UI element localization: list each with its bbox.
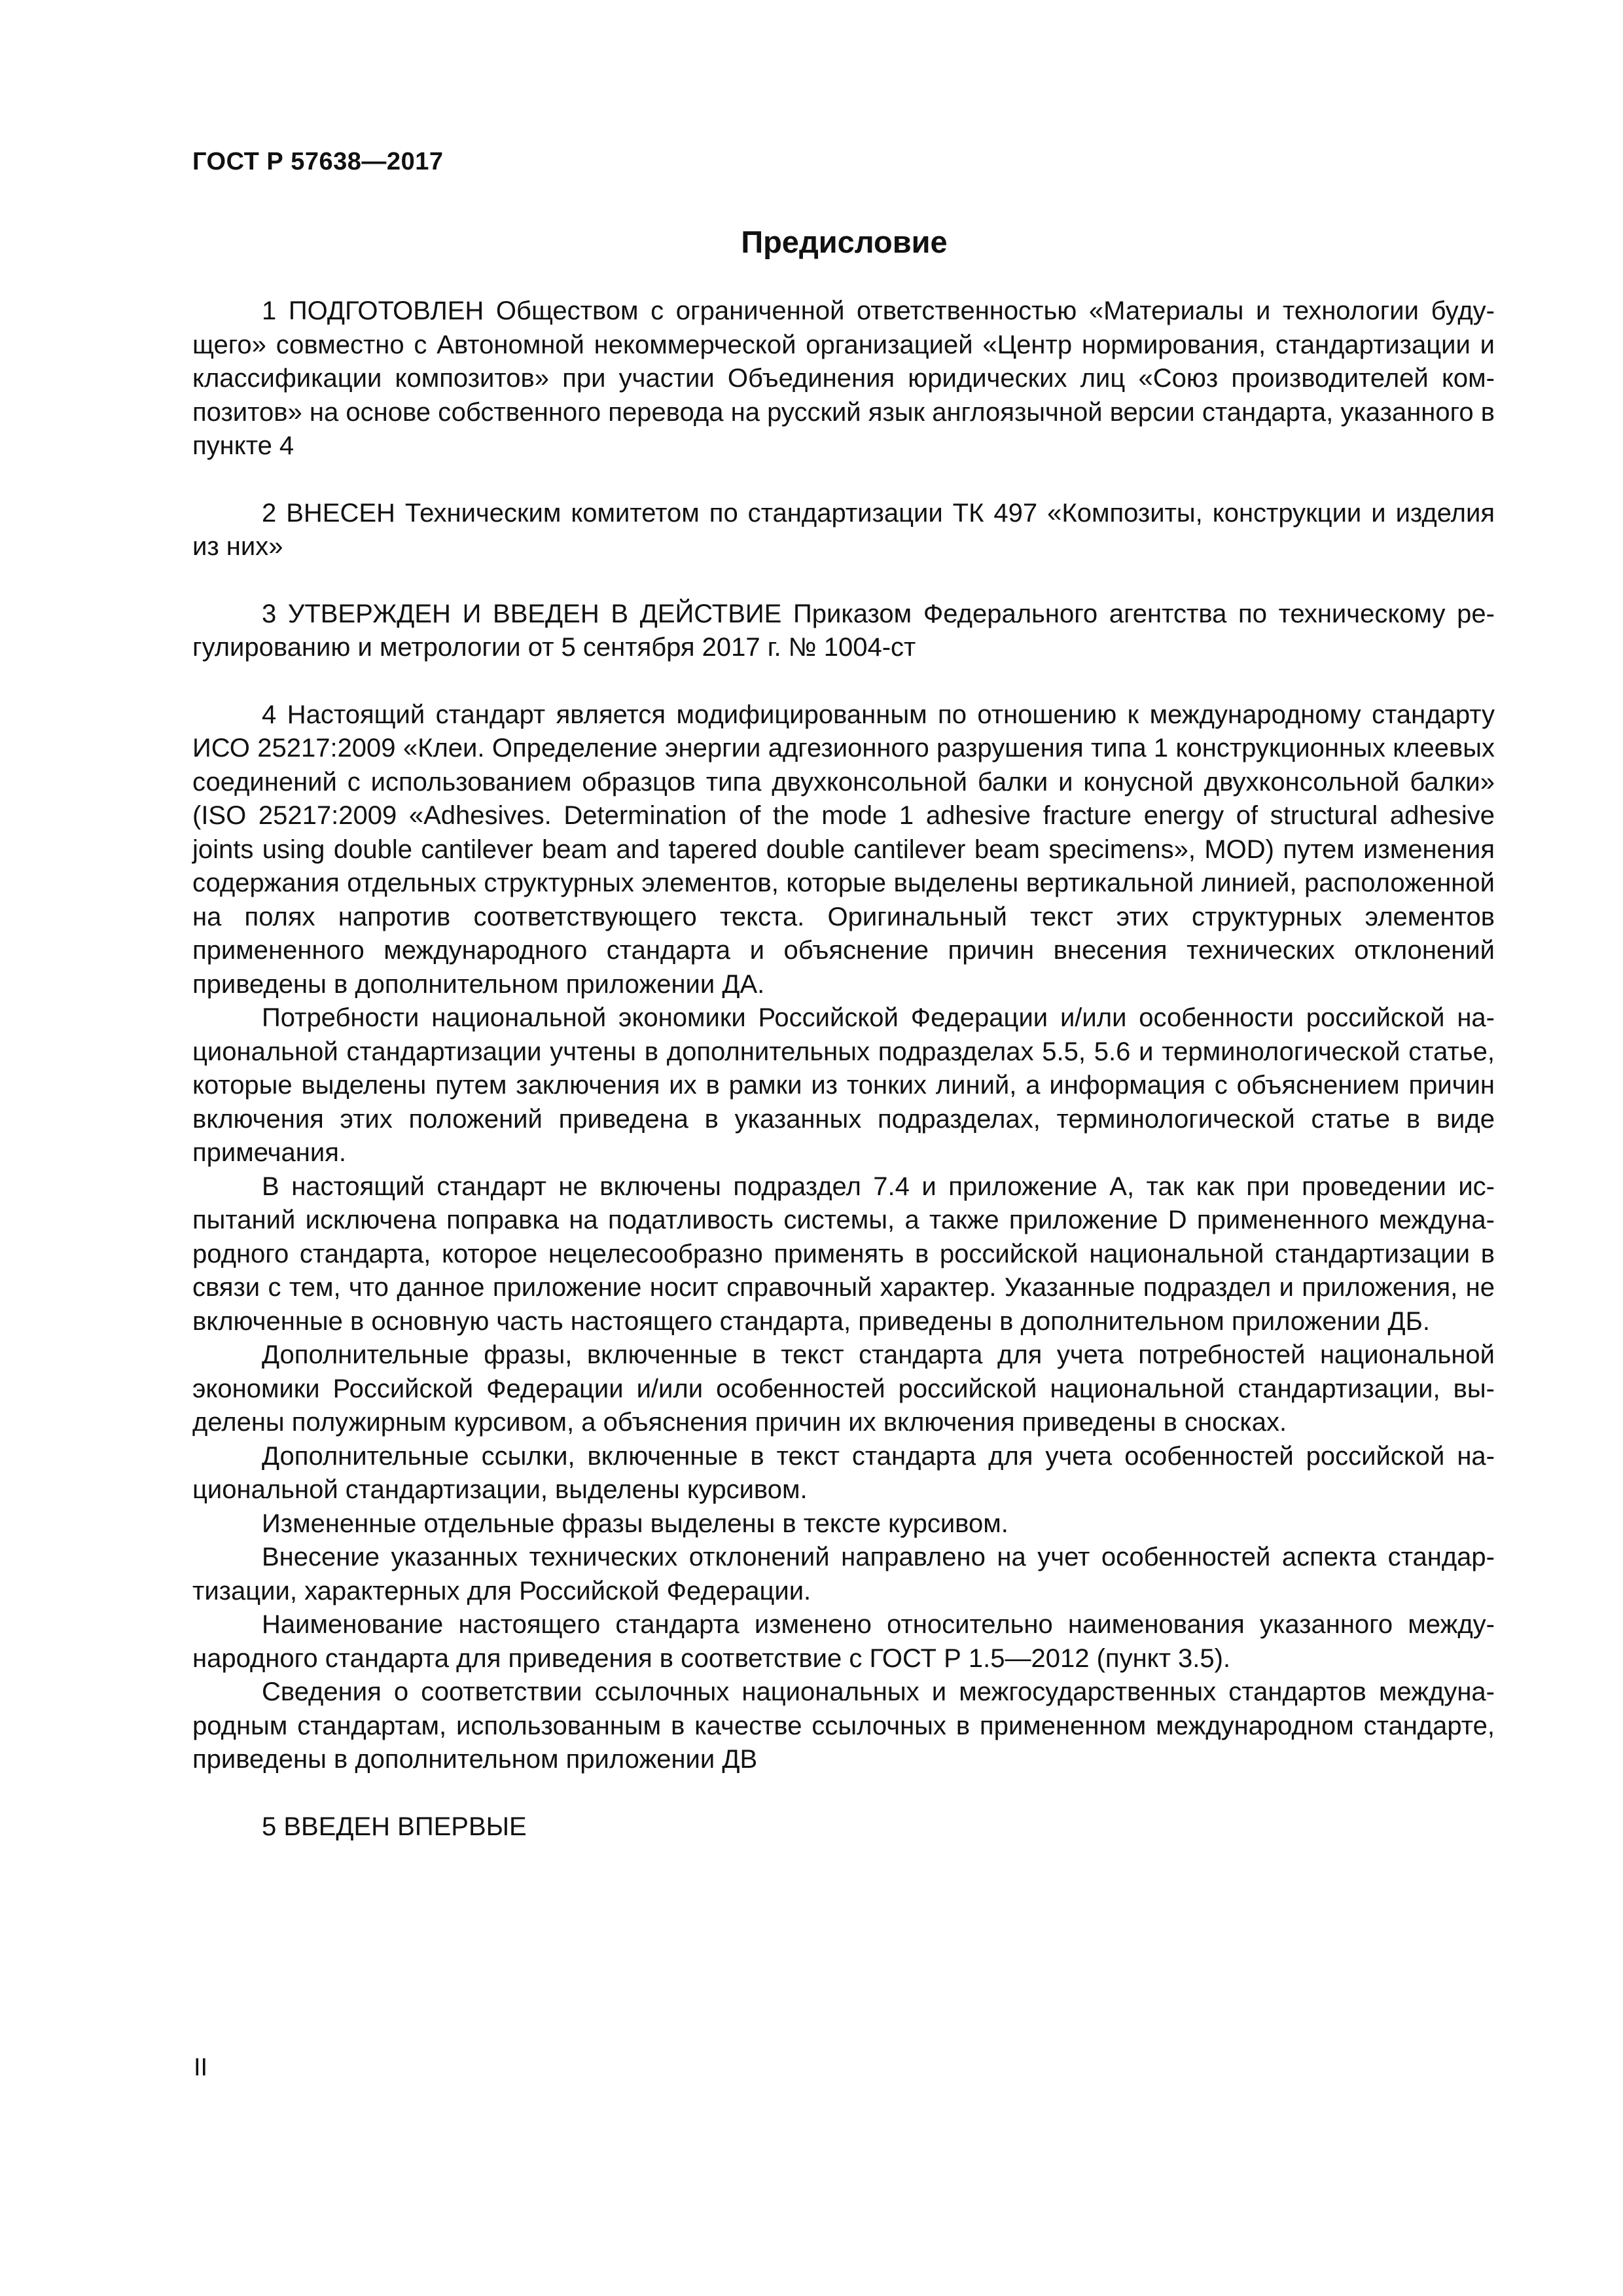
paragraph-title-changed: Наименование настоящего стандарта изменено относительно наименования указанного международного стандарта для приведения в соответствие с ГОСТ Р 1.5—2012 (пункт 3.5). [192, 1610, 1495, 1673]
page-title: Предисловие [741, 224, 948, 259]
paragraph-introduced-first: 5 ВВЕДЕН ВПЕРВЫЕ [262, 1812, 527, 1841]
standard-code: ГОСТ Р 57638—2017 [192, 148, 444, 175]
paragraph-additional-references: Дополнительные ссылки, включенные в текст стандарта для учета особенностей российской национальной стандартизации, выделены курсивом. [192, 1441, 1495, 1504]
paragraph-prepared-by: 1 ПОДГОТОВЛЕН Обществом с ограниченной ответственностью «Материалы и технологии будущего» совместно с Автономной некоммерческой организацией «Центр нормирования, стандартизации и классификации композитов» при участии Объединения юридических лиц «Союз производителей композитов» на основе собственного перевода на русский язык англоязычной версии стандарта, указанного в пункте 4 [192, 296, 1495, 460]
paragraph-submitted-by: 2 ВНЕСЕН Техническим комитетом по стандартизации ТК 497 «Композиты, конструкции и изделия из них» [192, 498, 1495, 561]
paragraph-national-needs: Потребности национальной экономики Российской Федерации и/или особенности российской национальной стандартизации учтены в дополнительных подразделах 5.5, 5.6 и терминологической статье, которые выделены путем заключения их в рамки из тонких линий, а информация с объяснением причин включения этих положений приведена в указанных подразделах, терминологической статье в виде примечания. [192, 1003, 1495, 1167]
paragraph-reference-standards: Сведения о соответствии ссылочных национальных и межгосударственных стандартов международным стандартам, использованным в качестве ссылочных в примененном международном стандарте, приведены в дополнительном приложении ДВ [192, 1677, 1495, 1774]
paragraph-approved: 3 УТВЕРЖДЕН И ВВЕДЕН В ДЕЙСТВИЕ Приказом Федерального агентства по техническому регулированию и метрологии от 5 сентября 2017 г. № 1004-ст [192, 599, 1495, 662]
paragraph-deviations-purpose: Внесение указанных технических отклонений направлено на учет особенностей аспекта стандартизации, характерных для Российской Федерации. [192, 1543, 1495, 1605]
paragraph-changed-phrases: Измененные отдельные фразы выделены в тексте курсивом. [262, 1509, 1008, 1538]
paragraph-excluded-sections: В настоящий стандарт не включены подраздел 7.4 и приложение А, так как при проведении испытаний исключена поправка на податливость системы, а также приложение D примененного международного стандарта, которое нецелесообразно применять в российской национальной стандартизации в связи с тем, что данное приложение носит справочный характер. Указанные подраздел и приложения, не включенные в основную часть настоящего стандарта, приведены в дополнительном приложении ДБ. [192, 1172, 1495, 1336]
paragraph-additional-phrases: Дополнительные фразы, включенные в текст стандарта для учета потребностей национальной экономики Российской Федерации и/или особенностей российской национальной стандартизации, выделены полужирным курсивом, а объяснения причин их включения приведены в сносках. [192, 1340, 1495, 1437]
page-number: II [194, 2054, 208, 2081]
preface-body [192, 295, 1495, 1844]
paragraph-modification: 4 Настоящий стандарт является модифицированным по отношению к международному стандарту ИСО 25217:2009 «Клеи. Определение энергии адгезионного разрушения типа 1 конструкционных клеевых соединений с использованием образцов типа двухконсольной балки и конусной двухконсольной балки» (ISO 25217:2009 «Adhesives. Determination of the mode 1 adhesive fracture energy of structural adhesive joints using double cantilever beam and tapered double cantilever beam specimens», MOD) путем изменения содержания отдельных структурных элементов, которые выделены вертикальной линией, расположенной на полях напротив соответствующего текста. Оригинальный текст этих структурных элементов примененного международного стандарта и объяснение причин внесения технических отклонений приведены в дополнительном приложении ДА. [192, 700, 1495, 999]
